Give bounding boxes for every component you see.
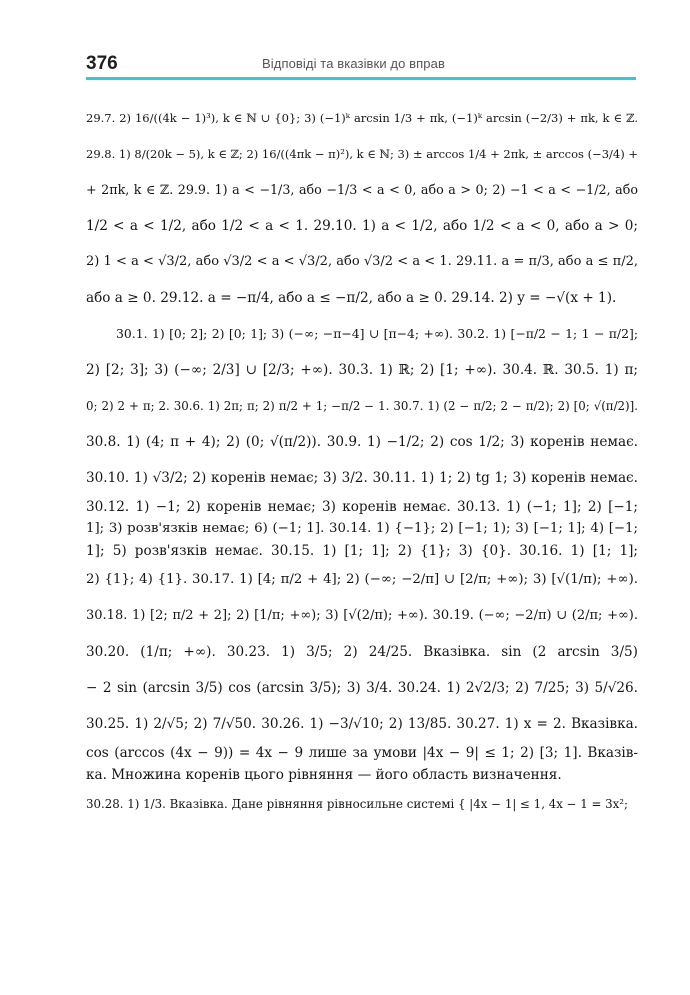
- header-rule: [86, 77, 636, 80]
- answer-line: 30.12. 1) −1; 2) коренів немає; 3) коренів немає. 30.13. 1) (−1; 1]; 2) [−1;: [86, 499, 638, 515]
- answer-line: 29.7. 2) 16/((4k − 1)³), k ∈ ℕ ∪ {0}; 3) (−1)ᵏ arcsin 1/3 + πk, (−1)ᵏ arcsin (−2/3) + πk, k ∈ ℤ.: [86, 111, 638, 125]
- answer-line: 29.8. 1) 8/(20k − 5), k ∈ ℤ; 2) 16/((4πk − π)²), k ∈ ℕ; 3) ± arccos 1/4 + 2πk, ± arccos (−3/4) +: [86, 147, 638, 161]
- answer-line: 30.8. 1) (4; π + 4); 2) (0; √(π/2)). 30.9. 1) −1/2; 2) cos 1/2; 3) коренів немає.: [86, 434, 638, 450]
- answer-line: 1]; 5) розв'язків немає. 30.15. 1) [1; 1]; 2) {1}; 3) {0}. 30.16. 1) [1; 1];: [86, 543, 638, 559]
- answer-line: + 2πk, k ∈ ℤ. 29.9. 1) a < −1/3, або −1/3 < a < 0, або a > 0; 2) −1 < a < −1/2, або: [86, 182, 638, 197]
- running-header: Відповіді та вказівки до вправ: [262, 56, 445, 71]
- answer-line: 30.10. 1) √3/2; 2) коренів немає; 3) 3/2. 30.11. 1) 1; 2) tg 1; 3) коренів немає.: [86, 470, 638, 486]
- answer-line: або a ≥ 0. 29.12. a = −π/4, або a ≤ −π/2, або a ≥ 0. 29.14. 2) y = −√(x + 1).: [86, 290, 617, 306]
- answer-line: cos (arccos (4x − 9)) = 4x − 9 лише за умови |4x − 9| ≤ 1; 2) [3; 1]. Вказів-: [86, 745, 638, 761]
- answer-line: 30.28. 1) 1/3. Вказівка. Дане рівняння рівносильне системі { |4x − 1| ≤ 1, 4x − 1 = 3x²;: [86, 797, 628, 811]
- answer-line: ка. Множина коренів цього рівняння — його область визначення.: [86, 767, 562, 783]
- answer-line: 2) 1 < a < √3/2, або √3/2 < a < √3/2, або √3/2 < a < 1. 29.11. a = π/3, або a ≤ π/2,: [86, 254, 638, 269]
- answer-line: 30.1. 1) [0; 2]; 2) [0; 1]; 3) (−∞; −π−4] ∪ [π−4; +∞). 30.2. 1) [−π/2 − 1; 1 − π/2];: [116, 326, 638, 341]
- answer-line: 30.18. 1) [2; π/2 + 2]; 2) [1/π; +∞); 3) [√(2/π); +∞). 30.19. (−∞; −2/π) ∪ (2/π; +∞).: [86, 608, 638, 623]
- answer-line: 2) {1}; 4) {1}. 30.17. 1) [4; π/2 + 4]; 2) (−∞; −2/π] ∪ [2/π; +∞); 3) [√(1/π); +∞).: [86, 572, 638, 587]
- answer-line: 30.20. (1/π; +∞). 30.23. 1) 3/5; 2) 24/25. Вказівка. sin (2 arcsin 3/5): [86, 644, 638, 660]
- answer-line: 1/2 < a < 1/2, або 1/2 < a < 1. 29.10. 1) a < 1/2, або 1/2 < a < 0, або a > 0;: [86, 218, 638, 234]
- answer-line: 0; 2) 2 + π; 2. 30.6. 1) 2π; π; 2) π/2 + 1; −π/2 − 1. 30.7. 1) (2 − π/2; 2 − π/2); 2) [0; √(π/2)].: [86, 399, 638, 413]
- page-number: 376: [86, 53, 118, 74]
- answer-line: − 2 sin (arcsin 3/5) cos (arcsin 3/5); 3) 3/4. 30.24. 1) 2√2/3; 2) 7/25; 3) 5/√26.: [86, 680, 638, 696]
- answers-text: [86, 100, 638, 822]
- answer-line: 30.25. 1) 2/√5; 2) 7/√50. 30.26. 1) −3/√10; 2) 13/85. 30.27. 1) x = 2. Вказівка.: [86, 716, 638, 732]
- answer-line: 2) [2; 3]; 3) (−∞; 2/3] ∪ [2/3; +∞). 30.3. 1) ℝ; 2) [1; +∞). 30.4. ℝ. 30.5. 1) π;: [86, 362, 638, 378]
- answer-line: 1]; 3) розв'язків немає; 6) (−1; 1]. 30.14. 1) {−1}; 2) [−1; 1); 3) [−1; 1]; 4) [−1;: [86, 521, 638, 536]
